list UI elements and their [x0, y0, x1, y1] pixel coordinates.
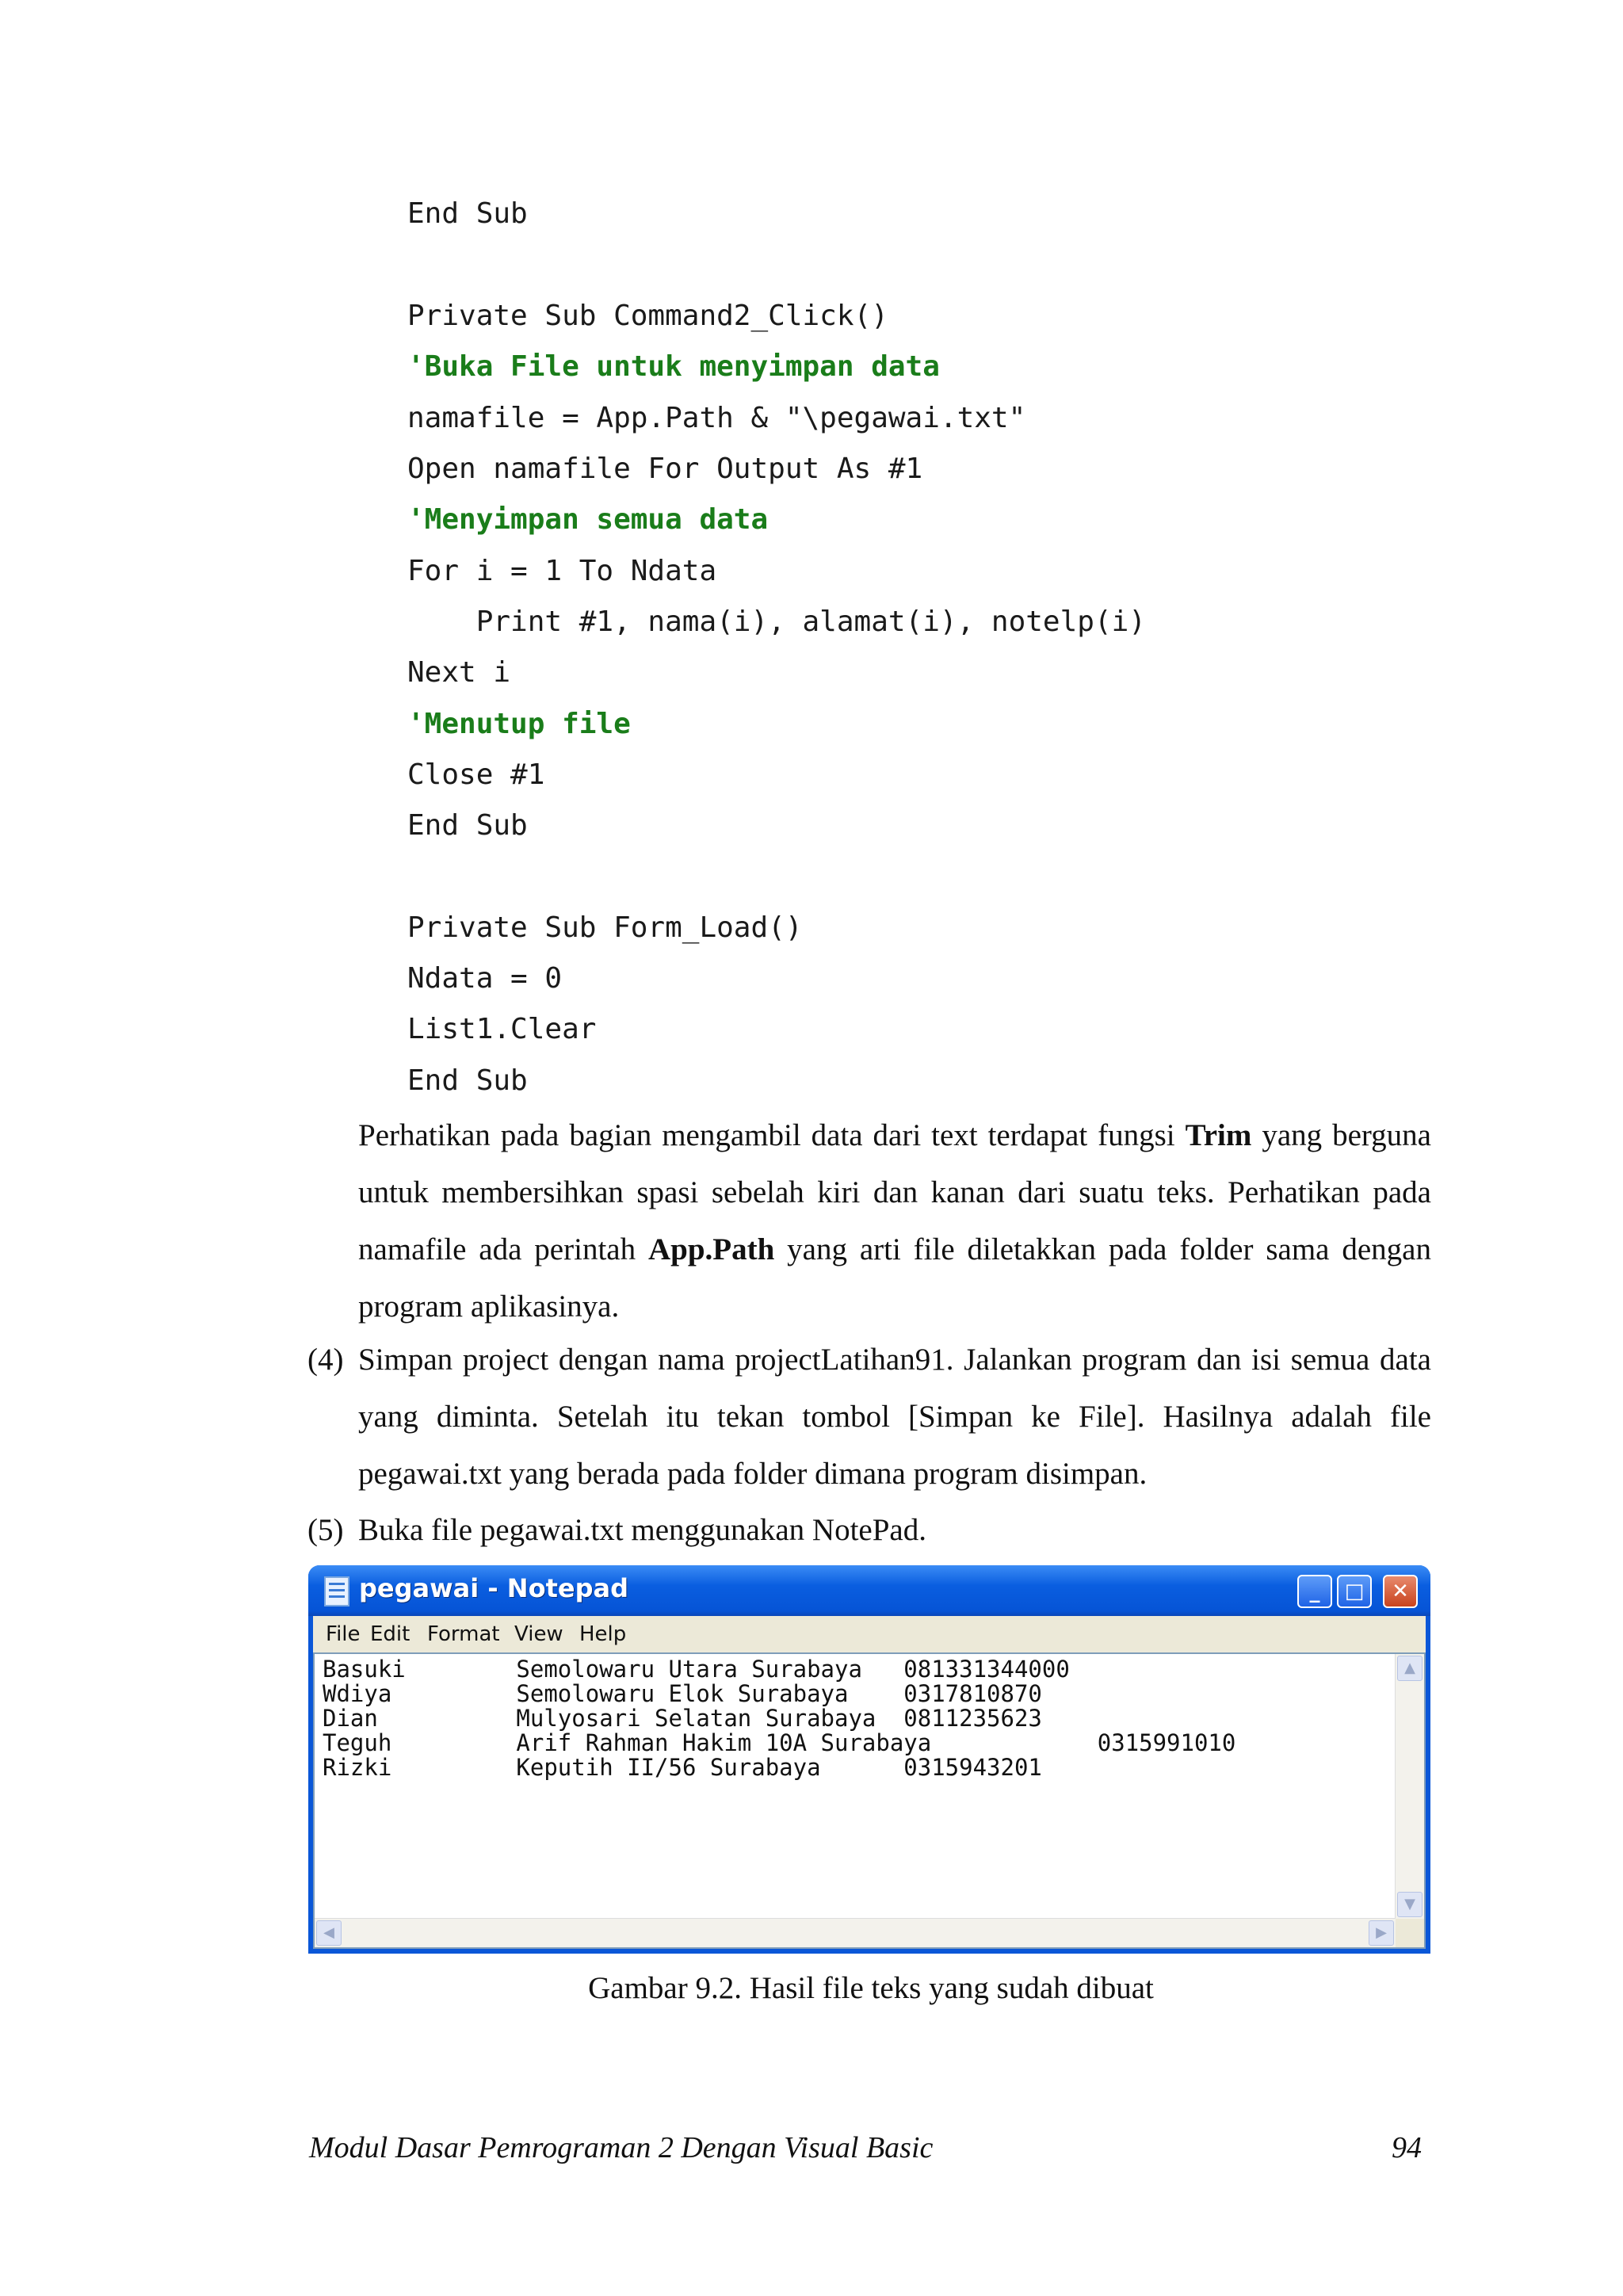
step-number: (5)	[307, 1513, 344, 1547]
step-number: (4)	[307, 1343, 344, 1377]
close-button[interactable]: ✕	[1383, 1575, 1418, 1608]
text-area[interactable]	[313, 1652, 1426, 1949]
code-comment: 'Buka File untuk menyimpan data	[407, 350, 940, 383]
bold-term-trim: Trim	[1185, 1118, 1252, 1152]
code-line: Open namafile For Output As #1	[407, 453, 923, 485]
window-title: pegawai - Notepad	[359, 1573, 628, 1603]
step-text: Buka file pegawai.txt menggunakan NotePad.	[358, 1513, 926, 1547]
code-line: Ndata = 0	[407, 962, 563, 995]
code-line: List1.Clear	[407, 1013, 597, 1045]
footer-title: Modul Dasar Pemrograman 2 Dengan Visual Basic	[309, 2131, 934, 2164]
notepad-icon	[324, 1576, 349, 1606]
scroll-up-icon[interactable]: ▲	[1397, 1656, 1423, 1681]
bold-term-app-path: App.Path	[647, 1232, 775, 1266]
text-line: Wdiya Semolowaru Elok Surabaya 0317810870	[323, 1680, 1042, 1707]
horizontal-scrollbar[interactable]	[315, 1918, 1396, 1947]
code-line: Private Sub Form_Load()	[407, 911, 803, 944]
figure-caption: Gambar 9.2. Hasil file teks yang sudah dibuat	[588, 1971, 1154, 2005]
text-line: Teguh Arif Rahman Hakim 10A Surabaya 0315991010	[323, 1729, 1236, 1756]
code-line: End Sub	[407, 197, 528, 230]
step-4	[307, 1331, 1431, 1503]
menu-view[interactable]: View	[514, 1622, 563, 1646]
vertical-scrollbar[interactable]	[1395, 1654, 1424, 1919]
page-number: 94	[1392, 2131, 1422, 2164]
menu-format[interactable]: Format	[427, 1622, 500, 1646]
code-line: For i = 1 To Ndata	[407, 555, 717, 587]
scroll-left-icon[interactable]: ◀	[316, 1920, 342, 1946]
code-line: namafile = App.Path & "\pegawai.txt"	[407, 402, 1026, 434]
title-bar[interactable]	[308, 1565, 1430, 1616]
code-line: Private Sub Command2_Click()	[407, 300, 888, 332]
step-text: Simpan project dengan nama projectLatihan91. Jalankan program dan isi semua data yang diminta. Setelah itu tekan tombol [Simpan ke File]. Hasilnya adalah file pegawai.txt yang berada pada folder dimana program disimpan.	[358, 1343, 1431, 1491]
scroll-down-icon[interactable]: ▼	[1397, 1892, 1423, 1917]
menu-edit[interactable]: Edit	[370, 1622, 411, 1646]
body-paragraph: Perhatikan pada bagian mengambil data dari text terdapat fungsi Trim yang berguna untuk membersihkan spasi sebelah kiri dan kanan dari suatu teks. Perhatikan pada namafile ada perintah App.Path yang arti file diletakkan pada folder sama dengan program aplikasinya.	[358, 1118, 1431, 1324]
code-line: End Sub	[407, 809, 528, 842]
menu-file[interactable]: File	[326, 1622, 361, 1646]
code-line: Close #1	[407, 758, 545, 791]
code-line: Print #1, nama(i), alamat(i), notelp(i)	[407, 606, 1146, 638]
menu-help[interactable]: Help	[579, 1622, 627, 1646]
notepad-window	[308, 1565, 1430, 1954]
code-comment: 'Menutup file	[407, 708, 631, 740]
minimize-button[interactable]: _	[1297, 1575, 1332, 1608]
code-line: End Sub	[407, 1064, 528, 1097]
text-line: Dian Mulyosari Selatan Surabaya 0811235623	[323, 1705, 1042, 1732]
step-5	[307, 1502, 1431, 1559]
scroll-right-icon[interactable]: ▶	[1369, 1920, 1394, 1946]
resize-grip-icon[interactable]	[1396, 1919, 1424, 1947]
text-line: Basuki Semolowaru Utara Surabaya 081331344000	[323, 1656, 1070, 1683]
menu-bar	[313, 1616, 1426, 1652]
code-comment: 'Menyimpan semua data	[407, 503, 769, 536]
maximize-button[interactable]: □	[1337, 1575, 1372, 1608]
code-line: Next i	[407, 656, 511, 689]
text-line: Rizki Keputih II/56 Surabaya 0315943201	[323, 1754, 1042, 1781]
